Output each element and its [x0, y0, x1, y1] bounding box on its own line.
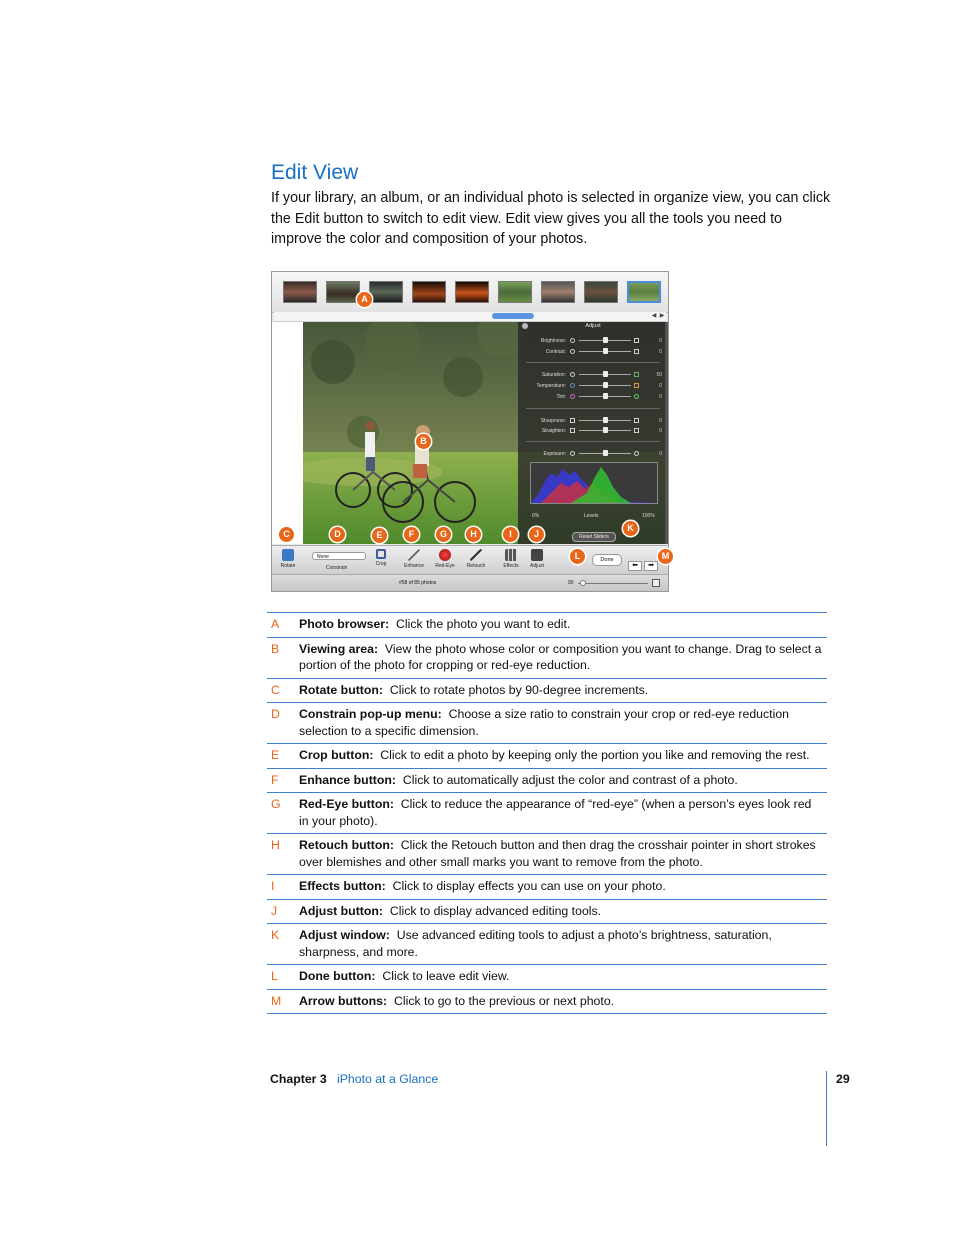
- tint-slider[interactable]: [522, 393, 664, 401]
- slider-label: Brightness:: [540, 338, 566, 344]
- saturation-low-icon: [570, 372, 575, 377]
- legend-text: Click to edit a photo by keeping only the portion you like and removing the rest.: [380, 748, 810, 762]
- zoom-value: 90: [568, 580, 574, 586]
- legend-letter: B: [271, 641, 280, 656]
- callout-h: H: [466, 527, 481, 542]
- adjust-window[interactable]: [518, 322, 668, 544]
- thumbnail[interactable]: [369, 281, 403, 303]
- photo-browser[interactable]: [272, 272, 668, 313]
- slider-label: Temperature:: [536, 383, 566, 389]
- slider-value: 0: [659, 451, 662, 457]
- tint-magenta-icon: [570, 394, 575, 399]
- levels-label: Levels: [584, 513, 599, 519]
- legend-row: [267, 833, 827, 874]
- legend-text: Click to reduce the appearance of “red-eye” (when a person’s eyes look red in your photo).: [299, 797, 812, 828]
- slider-label: Saturation:: [541, 372, 566, 378]
- next-arrow-icon[interactable]: ➡: [644, 561, 658, 571]
- effects-button[interactable]: [501, 549, 521, 569]
- scrollbar-knob[interactable]: [492, 313, 534, 319]
- straighten-right-icon: [634, 428, 639, 433]
- legend-text: View the photo whose color or composition you want to change. Drag to select a portion of the photo for cropping or red-eye reduction.: [299, 641, 822, 672]
- levels-min-label: 0%: [532, 513, 540, 519]
- legend-text: Click to display effects you can use on your photo.: [392, 879, 666, 893]
- tool-label: Rotate: [280, 563, 296, 569]
- legend-letter: I: [271, 879, 275, 893]
- adjust-button[interactable]: [527, 549, 547, 569]
- thumbnail[interactable]: [326, 281, 360, 303]
- legend-term: Viewing area:: [299, 641, 379, 656]
- sharpness-high-icon: [634, 418, 639, 423]
- legend-text: Use advanced editing tools to adjust a photo’s brightness, saturation, sharpness, and more.: [299, 928, 772, 959]
- divider: [526, 441, 660, 442]
- legend-letter: L: [271, 969, 278, 983]
- legend-text: Click to automatically adjust the color and contrast of a photo.: [402, 772, 738, 787]
- iphoto-edit-view-screenshot: [271, 271, 669, 592]
- sharpness-slider[interactable]: [522, 417, 664, 425]
- levels-max-label: 100%: [642, 513, 655, 519]
- slider-knob[interactable]: [603, 393, 608, 399]
- contrast-slider[interactable]: [522, 348, 664, 356]
- tool-label: Crop: [375, 561, 387, 567]
- zoom-slider[interactable]: [578, 583, 648, 584]
- callout-l: L: [570, 549, 585, 564]
- page-title: Edit View: [271, 161, 359, 184]
- tint-green-icon: [634, 394, 639, 399]
- legend-term: Arrow buttons:: [299, 993, 388, 1008]
- callout-g: G: [436, 527, 451, 542]
- legend-row: [267, 964, 827, 989]
- callout-k: K: [623, 521, 638, 536]
- thumbnail[interactable]: [584, 281, 618, 303]
- slider-label: Exposure:: [543, 451, 566, 457]
- legend-text: Choose a size ratio to constrain your crop or red-eye reduction selection to a specific dimension.: [299, 707, 789, 738]
- legend-text: Click the Retouch button and then drag the crosshair pointer in short strokes over blemishes and other small marks you want to remove from the photo.: [299, 838, 816, 869]
- slider-value: 0: [659, 338, 662, 344]
- legend-term: Done button:: [299, 969, 376, 983]
- enhance-button[interactable]: [402, 549, 426, 569]
- slider-knob[interactable]: [603, 427, 608, 433]
- sun-small-icon: [570, 338, 575, 343]
- legend-letter: M: [271, 993, 282, 1008]
- crop-button[interactable]: [372, 549, 390, 567]
- thumbnail[interactable]: [283, 281, 317, 303]
- done-button[interactable]: Done: [592, 554, 622, 566]
- legend-letter: K: [271, 928, 280, 942]
- redeye-button[interactable]: [432, 549, 458, 569]
- histogram-graphic: [531, 463, 657, 503]
- effects-grid-icon: [505, 549, 517, 561]
- straighten-left-icon: [570, 428, 575, 433]
- browser-scrollbar[interactable]: [274, 312, 666, 322]
- legend-letter: C: [271, 682, 280, 697]
- callout-j: J: [529, 527, 544, 542]
- contrast-low-icon: [570, 349, 575, 354]
- reset-sliders-button[interactable]: Reset Sliders: [572, 532, 616, 542]
- exposure-low-icon: [570, 451, 575, 456]
- temperature-slider[interactable]: [522, 382, 664, 390]
- saturation-slider[interactable]: [522, 371, 664, 379]
- callout-m: M: [658, 549, 673, 564]
- tool-label: Effects: [503, 563, 519, 569]
- rotate-icon: [282, 549, 294, 561]
- slider-knob[interactable]: [603, 417, 608, 423]
- slider-value: 0: [659, 418, 662, 424]
- legend-text: Click to rotate photos by 90-degree increments.: [389, 682, 649, 697]
- crop-icon: [376, 549, 386, 559]
- scroll-left-icon[interactable]: ◀: [651, 313, 657, 319]
- edit-toolbar: [272, 545, 668, 574]
- legend-row: [267, 923, 827, 964]
- legend-row: [267, 678, 827, 703]
- legend-term: Effects button:: [299, 879, 386, 893]
- legend-text: Click to display advanced editing tools.: [389, 903, 602, 918]
- callout-c: C: [279, 527, 294, 542]
- callout-b: B: [416, 434, 431, 449]
- slider-knob[interactable]: [603, 450, 608, 456]
- slider-knob[interactable]: [603, 371, 608, 377]
- legend-term: Enhance button:: [299, 772, 397, 787]
- legend-letter: G: [271, 797, 281, 811]
- slider-value: 0: [659, 383, 662, 389]
- slider-knob[interactable]: [603, 337, 608, 343]
- legend-letter: E: [271, 748, 280, 762]
- callout-d: D: [330, 527, 345, 542]
- thumbnail[interactable]: [455, 281, 489, 303]
- footer-divider: [826, 1071, 827, 1146]
- temperature-warm-icon: [634, 383, 639, 388]
- exposure-slider[interactable]: [522, 450, 664, 458]
- sharpness-low-icon: [570, 418, 575, 423]
- slider-knob[interactable]: [603, 382, 608, 388]
- slider-label: Straighten:: [541, 428, 566, 434]
- slider-label: Sharpness:: [540, 418, 566, 424]
- callout-legend: [267, 612, 827, 1014]
- slider-label: Tint:: [556, 394, 566, 400]
- slider-value: 0: [659, 349, 662, 355]
- legend-row: [267, 899, 827, 924]
- tool-label: Retouch: [466, 563, 486, 569]
- legend-term: Red-Eye button:: [299, 797, 394, 811]
- intro-paragraph: If your library, an album, or an individual photo is selected in organize view, you can click the Edit button to switch to edit view. Edit view gives you all the tools you need to improve the color and composition of your photos.: [271, 190, 831, 247]
- tool-label: Red-Eye: [435, 563, 455, 569]
- legend-row: [267, 874, 827, 899]
- zoom-knob[interactable]: [580, 580, 586, 586]
- rotate-button[interactable]: [278, 549, 298, 569]
- fit-icon[interactable]: [652, 579, 660, 587]
- legend-term: Adjust window:: [299, 928, 390, 942]
- contrast-high-icon: [634, 349, 639, 354]
- legend-row: [267, 768, 827, 793]
- brush-icon: [470, 549, 482, 561]
- magic-wand-icon: [408, 549, 420, 561]
- legend-letter: J: [271, 903, 278, 918]
- legend-text: Click the photo you want to edit.: [396, 617, 571, 631]
- legend-text: Click to leave edit view.: [382, 969, 510, 983]
- legend-letter: F: [271, 772, 279, 787]
- legend-row: [267, 702, 827, 743]
- scroll-right-icon[interactable]: ▶: [659, 313, 665, 319]
- tool-label: Adjust: [530, 563, 544, 569]
- photo-count: #58 of 85 photos: [399, 580, 437, 586]
- footer-chapter-title: iPhoto at a Glance: [337, 1072, 439, 1086]
- adjust-window-title: Adjust: [585, 323, 601, 329]
- legend-letter: H: [271, 838, 280, 852]
- legend-row: [267, 989, 827, 1015]
- slider-value: 50: [656, 372, 662, 378]
- legend-row: [267, 612, 827, 637]
- divider: [526, 362, 660, 363]
- legend-row: [267, 743, 827, 768]
- slider-label: Contrast:: [545, 349, 566, 355]
- retouch-button[interactable]: [464, 549, 488, 569]
- brightness-slider[interactable]: [522, 337, 664, 345]
- footer-chapter: Chapter 3: [270, 1072, 327, 1086]
- legend-term: Retouch button:: [299, 838, 394, 852]
- callout-a: A: [357, 292, 372, 307]
- slider-value: 0: [659, 428, 662, 434]
- divider: [526, 408, 660, 409]
- exposure-high-icon: [634, 451, 639, 456]
- saturation-high-icon: [634, 372, 639, 377]
- tool-label: Constrain: [326, 565, 348, 571]
- straighten-slider[interactable]: [522, 427, 664, 435]
- thumbnail[interactable]: [412, 281, 446, 303]
- constrain-select[interactable]: None: [312, 552, 366, 560]
- legend-term: Constrain pop-up menu:: [299, 707, 442, 721]
- status-bar: [272, 574, 668, 592]
- thumbnail-selected[interactable]: [627, 281, 661, 303]
- thumbnail[interactable]: [498, 281, 532, 303]
- callout-f: F: [404, 527, 419, 542]
- previous-arrow-icon[interactable]: ⬅: [628, 561, 642, 571]
- slider-value: 0: [659, 394, 662, 400]
- callout-i: I: [503, 527, 518, 542]
- legend-letter: D: [271, 707, 280, 721]
- legend-term: Rotate button:: [299, 682, 384, 697]
- temperature-cool-icon: [570, 383, 575, 388]
- legend-text: Click to go to the previous or next photo.: [393, 993, 615, 1008]
- callout-e: E: [372, 528, 387, 543]
- red-eye-icon: [439, 549, 451, 561]
- adjust-sliders-icon: [531, 549, 543, 561]
- slider-knob[interactable]: [603, 348, 608, 354]
- legend-term: Crop button:: [299, 748, 374, 762]
- levels-histogram[interactable]: [530, 462, 658, 504]
- legend-term: Photo browser:: [299, 617, 390, 631]
- thumbnail[interactable]: [541, 281, 575, 303]
- page-number: 29: [836, 1072, 850, 1086]
- arrow-buttons: [628, 554, 660, 569]
- legend-row: [267, 637, 827, 678]
- sun-large-icon: [634, 338, 639, 343]
- legend-term: Adjust button:: [299, 903, 384, 918]
- tool-label: Enhance: [404, 563, 424, 569]
- legend-row: [267, 792, 827, 833]
- legend-letter: A: [271, 617, 280, 631]
